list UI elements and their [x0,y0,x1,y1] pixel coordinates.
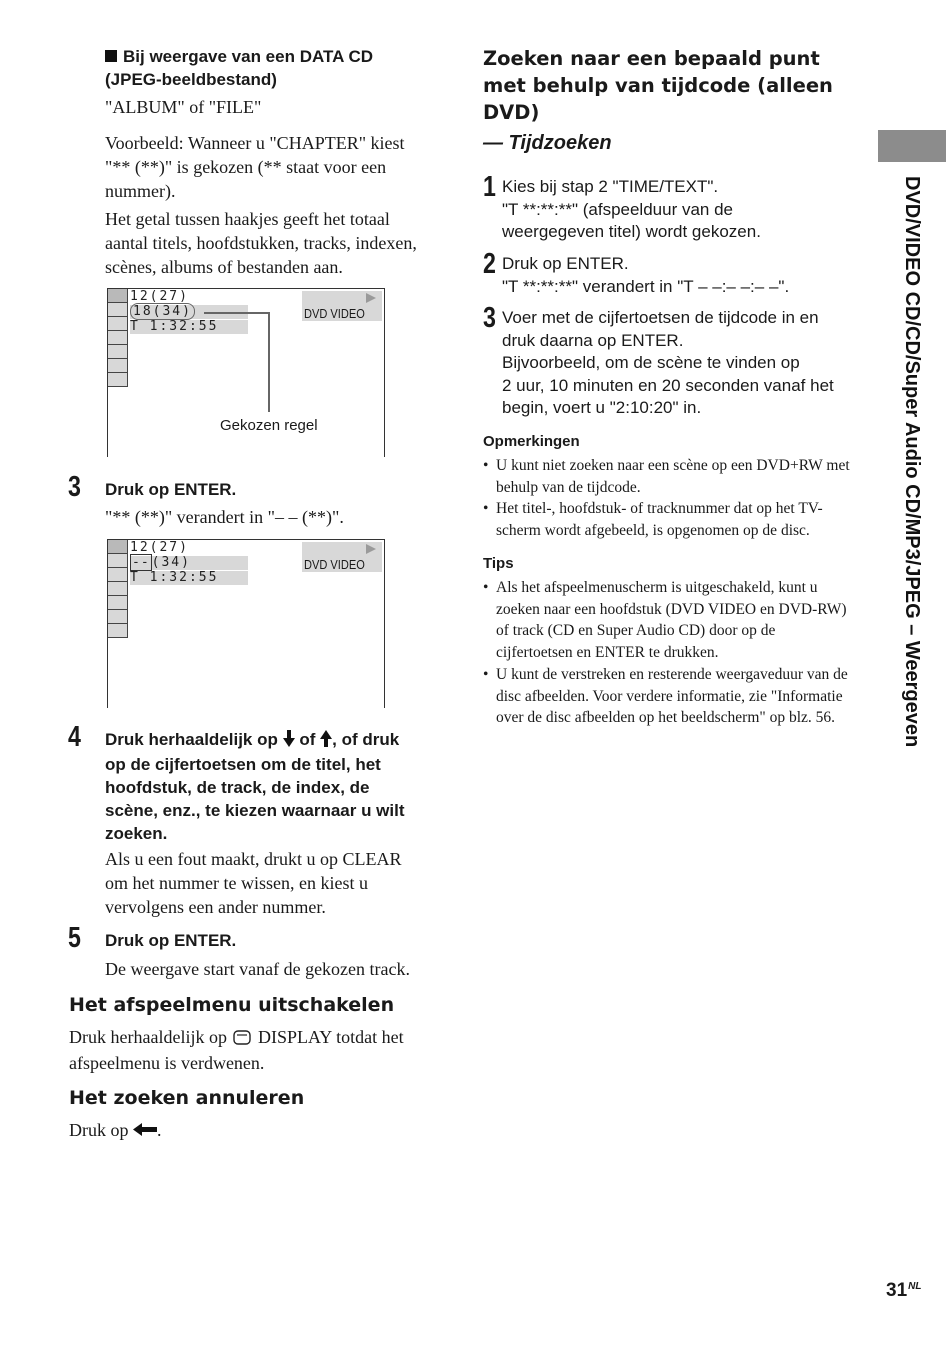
play-icon [366,544,376,554]
osd-chapter-line: 18(34) [130,305,248,319]
osd-menu-icons [108,540,128,638]
callout-label: Gekozen regel [220,417,318,434]
tips-list [483,577,853,729]
osd-title-line: 12(27) [130,289,189,304]
arrow-down-icon [283,730,295,753]
step-4-number: 4 [68,721,81,753]
list-item: • Als het afspeelmenuscherm is uitgeschakeld, kunt u zoeken naar een hoofdstuk (DVD VIDEO en DVD-RW) of track (CD en Super Audio CD) door op de cijfertoetsen en ENTER te drukken. [483,577,853,663]
step-5-heading: Druk op ENTER. [105,931,237,950]
section-tab-marker [878,130,946,162]
tips-heading: Tips [483,555,514,572]
right-step-2-text: Druk op ENTER. "T **:**:**" verandert in "T – –:– –:– –". [502,254,790,296]
step-3-number: 3 [68,471,81,503]
step-5-number: 5 [68,922,81,954]
example-paragraph: Voorbeeld: Wanneer u "CHAPTER" kiest "** (**)" is gekozen (** staat voor een nummer). [105,133,405,201]
list-item: • U kunt niet zoeken naar een scène op een DVD+RW met behulp van de tijdcode. [483,455,853,498]
step-3-text: "** (**)" verandert in "– – (**)". [105,507,344,527]
list-item: • U kunt de verstreken en resterende weergaveduur van de disc afbeelden. Voor verdere informatie, zie "Informatie over de disc afbeelden op het beeldscherm" op blz. 56. [483,664,853,729]
play-icon [366,293,376,303]
right-step-2-number: 2 [483,248,496,280]
total-paragraph: Het getal tussen haakjes geeft het totaal aantal titels, hoofdstukken, tracks, indexen, scènes, albums of bestanden aan. [105,209,417,277]
cancel-text: Druk op . [69,1120,162,1140]
right-step-3-text: Voer met de cijfertoetsen de tijdcode in en druk daarna op ENTER. Bijvoorbeeld, om de scène te vinden op 2 uur, 10 minuten en 20 seconden vanaf het begin, voert u "2:10:20" in. [502,308,834,417]
return-arrow-icon [133,1118,157,1142]
osd-chapter-line: -- (34) [130,556,248,570]
page-language-suffix: NL [908,1281,922,1292]
menu-off-text: Druk herhaaldelijk op DISPLAY totdat het afspeelmenu is verdwenen. [69,1027,404,1073]
right-step-3-number: 3 [483,302,496,334]
arrow-up-icon [320,730,332,753]
osd-time-line: T 1:32:55 [130,320,248,334]
osd-dvd-video-label: DVD VIDEO [302,291,382,321]
notes-list [483,455,853,541]
osd-time-line: T 1:32:55 [130,571,248,585]
display-button-icon [233,1027,251,1051]
step-4-heading: Druk herhaaldelijk op of , of druk op de cijfertoetsen om de titel, het hoofdstuk, de track, de index, de scène, enz., te kiezen waarnaar u wilt zoeken. [105,730,405,843]
osd-dvd-video-label: DVD VIDEO [302,542,382,572]
step-5-text: De weergave start vanaf de gekozen track. [105,959,411,979]
page-number: $31^{NL}$ [886,1280,922,1301]
step-3-heading: Druk op ENTER. [105,480,237,499]
data-cd-heading: Bij weergave van een DATA CD (JPEG-beeldbestand) [105,47,374,89]
notes-heading: Opmerkingen [483,433,580,450]
cancel-heading: Het zoeken annuleren [69,1087,305,1109]
callout-line-vertical [268,312,270,412]
section-side-label: DVD/VIDEO CD/CD/Super Audio CD/MP3/JPEG – Weergeven [901,176,923,748]
time-search-heading: Zoeken naar een bepaald punt met behulp van tijdcode (alleen DVD) [483,47,833,124]
album-or-file-text: "ALBUM" of "FILE" [105,97,262,117]
callout-line [204,312,269,314]
time-search-subheading: — Tijdzoeken [483,132,612,154]
square-bullet-icon [105,50,117,62]
osd-screen-after-enter [107,539,385,708]
right-step-1-number: 1 [483,171,496,203]
step-4-text: Als u een fout maakt, drukt u op CLEAR om het nummer te wissen, en kiest u vervolgens een ander nummer. [105,849,402,917]
osd-screen-example [107,288,385,457]
right-step-1-text: Kies bij stap 2 "TIME/TEXT". "T **:**:**" (afspeelduur van de weergegeven titel) wordt gekozen. [502,177,761,241]
osd-menu-icons [108,289,128,387]
osd-title-line: 12(27) [130,540,189,555]
list-item: • Het titel-, hoofdstuk- of tracknummer dat op het TV-scherm wordt afgebeeld, is opgenomen op de disc. [483,498,853,541]
menu-off-heading: Het afspeelmenu uitschakelen [69,994,395,1016]
